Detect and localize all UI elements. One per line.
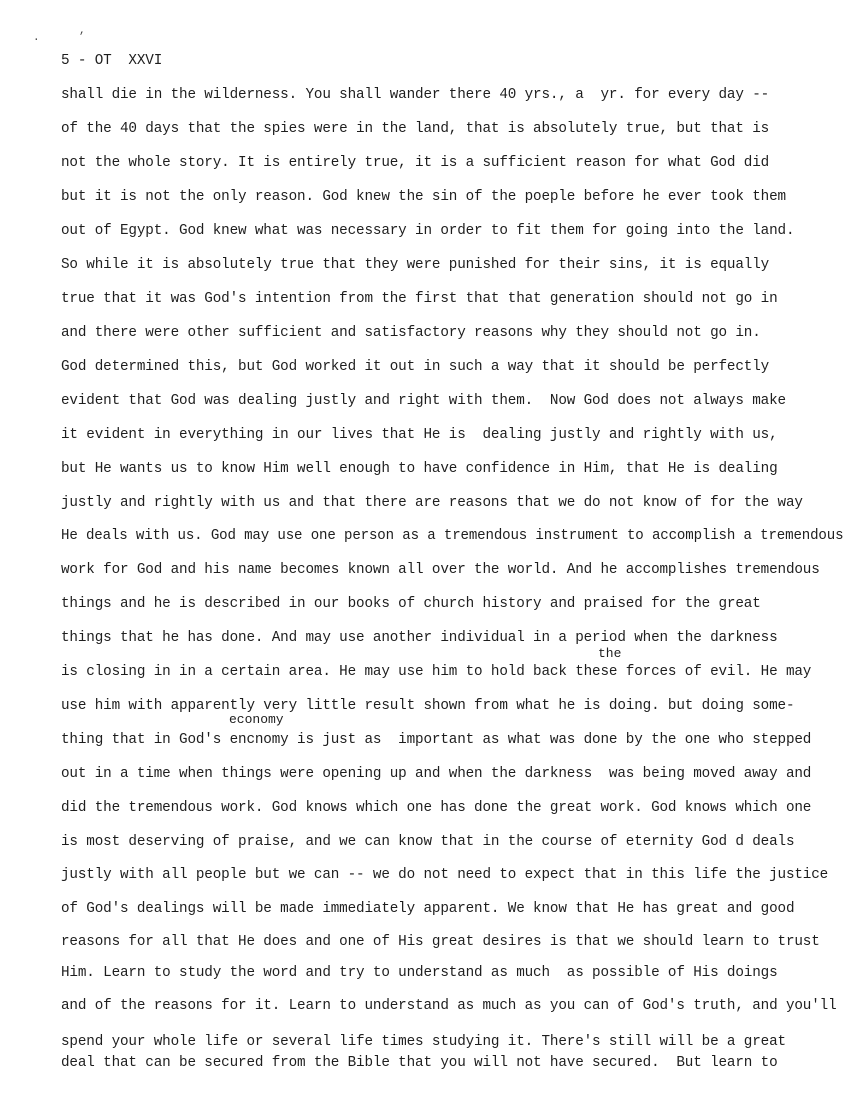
text-line: evident that God was dealing justly and right with them. Now God does not always make bbox=[61, 393, 786, 409]
text-line: Him. Learn to study the word and try to understand as much as possible of His doings bbox=[61, 965, 778, 981]
text-line: not the whole story. It is entirely true, it is a sufficient reason for what God did bbox=[61, 155, 770, 171]
handwritten-insert: the bbox=[598, 646, 622, 661]
text-line: it evident in everything in our lives that He is dealing justly and rightly with us, bbox=[61, 427, 778, 443]
text-line: thing that in God's encnomy is just as important as what was done by the one who stepped bbox=[61, 732, 812, 748]
text-line: reasons for all that He does and one of His great desires is that we should learn to trust bbox=[61, 934, 820, 950]
page-header: 5 - OT XXVI bbox=[61, 53, 163, 69]
text-line: is closing in in a certain area. He may use him to hold back these forces of evil. He may bbox=[61, 664, 812, 680]
text-line: use him with apparently very little result shown from what he is doing. but doing some- bbox=[61, 698, 795, 714]
text-line: deal that can be secured from the Bible that you will not have secured. But learn to bbox=[61, 1055, 778, 1071]
text-line: things and he is described in our books of church history and praised for the great bbox=[61, 596, 761, 612]
text-line: of God's dealings will be made immediately apparent. We know that He has great and good bbox=[61, 901, 795, 917]
stray-mark: , bbox=[79, 25, 86, 37]
text-line: and of the reasons for it. Learn to understand as much as you can of God's truth, and you'll bbox=[61, 998, 837, 1014]
stray-mark: . bbox=[33, 32, 40, 44]
text-line: true that it was God's intention from the first that that generation should not go in bbox=[61, 291, 778, 307]
text-line: shall die in the wilderness. You shall wander there 40 yrs., a yr. for every day -- bbox=[61, 87, 770, 103]
text-line: justly with all people but we can -- we do not need to expect that in this life the justice bbox=[61, 867, 829, 883]
text-line: out in a time when things were opening up and when the darkness was being moved away and bbox=[61, 766, 812, 782]
text-line: He deals with us. God may use one person as a tremendous instrument to accomplish a tremendous bbox=[61, 528, 844, 544]
text-line: justly and rightly with us and that there are reasons that we do not know of for the way bbox=[61, 495, 803, 511]
text-line: out of Egypt. God knew what was necessary in order to fit them for going into the land. bbox=[61, 223, 795, 239]
text-line: is most deserving of praise, and we can know that in the course of eternity God d deals bbox=[61, 834, 795, 850]
text-line: God determined this, but God worked it out in such a way that it should be perfectly bbox=[61, 359, 770, 375]
text-line: work for God and his name becomes known all over the world. And he accomplishes tremendous bbox=[61, 562, 820, 578]
text-line: and there were other sufficient and satisfactory reasons why they should not go in. bbox=[61, 325, 761, 341]
text-line: but He wants us to know Him well enough to have confidence in Him, that He is dealing bbox=[61, 461, 778, 477]
handwritten-insert: economy bbox=[229, 712, 284, 727]
text-line: So while it is absolutely true that they were punished for their sins, it is equally bbox=[61, 257, 770, 273]
text-line: but it is not the only reason. God knew the sin of the poeple before he ever took them bbox=[61, 189, 786, 205]
text-line: of the 40 days that the spies were in the land, that is absolutely true, but that is bbox=[61, 121, 770, 137]
text-line: things that he has done. And may use another individual in a period when the darkness bbox=[61, 630, 778, 646]
text-line: did the tremendous work. God knows which one has done the great work. God knows which one bbox=[61, 800, 812, 816]
text-line: spend your whole life or several life times studying it. There's still will be a great bbox=[61, 1034, 786, 1050]
